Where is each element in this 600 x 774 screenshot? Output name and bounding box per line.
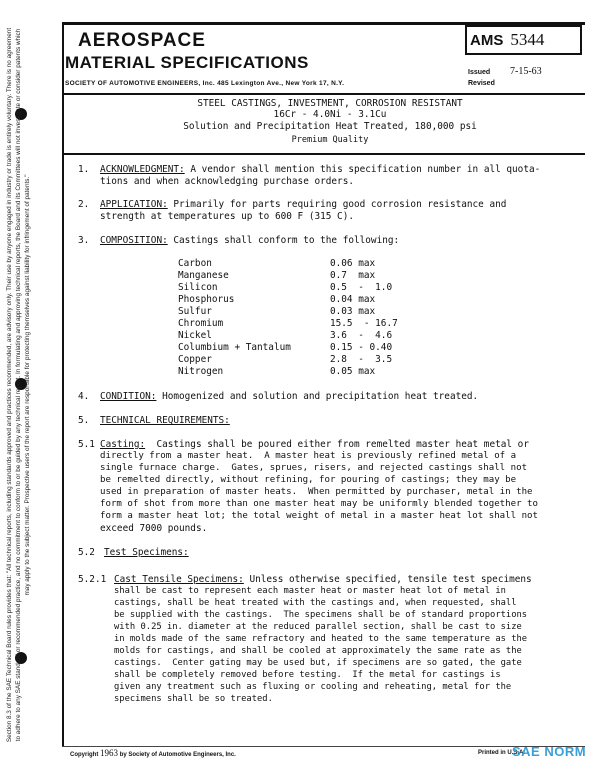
- section-5-2-1-text: be supplied with the castings. The specimens shall be of standard proportions: [114, 610, 528, 620]
- composition-value: 0.04 max: [330, 294, 376, 305]
- section-2: [100, 199, 506, 211]
- composition-value: 2.8 - 3.5: [330, 354, 393, 365]
- section-2-heading: APPLICATION:: [100, 199, 168, 210]
- section-2-text: Primarily for parts requiring good corrosion resistance and: [167, 199, 507, 210]
- doc-title-line3: Solution and Precipitation Heat Treated, 180,000 psi: [183, 121, 477, 132]
- composition-value: 0.7 max: [330, 270, 376, 281]
- section-5-1-text: directly from a master heat. A master heat is previously refined metal of a: [100, 451, 517, 461]
- composition-value: 3.6 - 4.6: [330, 330, 393, 341]
- section-3-number: 3.: [78, 235, 90, 246]
- composition-value: 0.05 max: [330, 366, 376, 377]
- section-5-2-1-text: molds for castings, and shall be cooled at approximately the same rate as the: [114, 646, 522, 656]
- composition-element: Manganese: [178, 270, 229, 281]
- section-4: [100, 391, 478, 403]
- section-5-2-1-text: shall be cast to represent each master heat or master heat lot of metal in: [114, 586, 506, 596]
- section-2-text: strength at temperatures up to 600 F (315 C).: [100, 211, 354, 222]
- section-5-1-text: be remelted directly, without refining, for pouring of castings; they may be: [100, 475, 517, 485]
- composition-value: 0.5 - 1.0: [330, 282, 393, 293]
- copyright-notice: [70, 748, 236, 758]
- title-divider: [62, 153, 585, 155]
- section-3-heading: COMPOSITION:: [100, 235, 168, 246]
- section-4-number: 4.: [78, 391, 90, 402]
- section-4-heading: CONDITION:: [100, 391, 157, 402]
- composition-element: Nickel: [178, 330, 212, 341]
- ams-number: 5344: [510, 30, 545, 49]
- revised-label: Revised: [468, 80, 495, 87]
- composition-element: Chromium: [178, 318, 224, 329]
- section-5-1-heading: Casting:: [100, 439, 146, 450]
- header-title-material-specs: MATERIAL SPECIFICATIONS: [65, 53, 309, 72]
- section-3: [100, 235, 399, 247]
- composition-value: 15.5 - 16.7: [330, 318, 398, 329]
- composition-element: Sulfur: [178, 306, 212, 317]
- header-title-aerospace: AEROSPACE: [78, 30, 206, 51]
- sae-norm-watermark: SAE NORM: [512, 744, 587, 759]
- section-5-2-1-text: with 0.25 in. diameter at the reduced parallel section, shall be cast to size: [114, 622, 522, 632]
- section-5-1: [100, 439, 529, 451]
- doc-title-line2: 16Cr - 4.0Ni - 3.1Cu: [273, 109, 387, 120]
- composition-element: Phosphorus: [178, 294, 235, 305]
- section-1-text: A vendor shall mention this specification number in all quota-: [184, 164, 541, 175]
- composition-element: Silicon: [178, 282, 218, 293]
- left-margin-rule: [62, 22, 64, 746]
- section-5-1-text: exceed 7000 pounds.: [100, 523, 208, 534]
- section-5-2-1-text: given any treatment such as fluxing or cooling and reheating, metal for the: [114, 682, 512, 692]
- copyright-suffix: by Society of Automotive Engineers, Inc.: [119, 752, 236, 758]
- section-5-heading: TECHNICAL REQUIREMENTS:: [100, 415, 230, 426]
- copyright-year: 1963: [100, 748, 119, 758]
- side-legal-note: Section 8.3 of the SAE Technical Board rules provides that: "All technical reports, including standards approved and practices recommended, are advisory only. Their use by anyone engaged in industry or trade is entirely voluntary. There is no agreement to adhere to any SAE standard or recommended practice, and no commitment to conform to or be guided by any technical report. In formulating and approving technical reports, the Board and its Committees will not investigate or consider patents which may apply to the subject matter. Prospective users of the report are responsible for protecting themselves against liability for infringement of patents.": [6, 27, 31, 743]
- section-4-text: Homogenized and solution and precipitation heat treated.: [156, 391, 479, 402]
- composition-value: 0.15 - 0.40: [330, 342, 393, 353]
- section-5-2-1-heading: Cast Tensile Specimens:: [114, 574, 244, 585]
- section-5-2-1-text: shall be completely removed before testing. If the metal for castings is: [114, 670, 501, 680]
- section-5-1-text: form a master heat lot; the total weight of metal in a master heat lot shall not: [100, 511, 538, 521]
- society-address: SOCIETY OF AUTOMOTIVE ENGINEERS, Inc. 485 Lexington Ave., New York 17, N.Y.: [65, 80, 345, 87]
- composition-element: Carbon: [178, 258, 212, 269]
- section-5-2-heading: Test Specimens:: [104, 547, 189, 558]
- section-5-1-text: form of shot from more than one master heat may be uniformly blended together to: [100, 499, 538, 509]
- doc-title-line1: STEEL CASTINGS, INVESTMENT, CORROSION RESISTANT: [197, 98, 463, 109]
- section-5-2-1-text: Unless otherwise specified, tensile test specimens: [243, 574, 532, 585]
- doc-title-line4: Premium Quality: [291, 135, 369, 145]
- section-5-1-number: 5.1: [78, 439, 95, 450]
- section-1-number: 1.: [78, 164, 90, 175]
- composition-value: 0.03 max: [330, 306, 376, 317]
- copyright-prefix: Copyright: [70, 752, 99, 758]
- section-3-text: Castings shall conform to the following:: [167, 235, 400, 246]
- section-2-number: 2.: [78, 199, 90, 210]
- header-divider: [62, 93, 585, 95]
- section-1-text: tions and when acknowledging purchase orders.: [100, 176, 354, 187]
- ams-label: AMS: [470, 31, 504, 49]
- section-5-2-1-text: specimens shall be so treated.: [114, 694, 273, 704]
- composition-value: 0.06 max: [330, 258, 376, 269]
- section-5-2-1-text: castings. Center gating may be used but, if specimens are so gated, the gate: [114, 658, 522, 668]
- composition-element: Columbium + Tantalum: [178, 342, 291, 353]
- section-5-1-text: single furnace charge. Gates, sprues, risers, and rejected castings shall not: [100, 463, 528, 473]
- section-5-2-1: [114, 574, 532, 586]
- section-5-number: 5.: [78, 415, 90, 426]
- composition-element: Copper: [178, 354, 212, 365]
- issued-date: 7-15-63: [510, 66, 542, 77]
- section-5-1-text: used in preparation of master heats. When permitted by purchaser, metal in the: [100, 487, 533, 497]
- section-5-2-1-number: 5.2.1: [78, 574, 107, 585]
- section-5-1-text: Castings shall be poured either from remelted master heat metal or: [145, 439, 529, 450]
- section-1: [100, 164, 540, 176]
- section-5-2-1-text: castings, shall be heat treated with the castings and, when requested, shall: [114, 598, 517, 608]
- section-1-heading: ACKNOWLEDGMENT:: [100, 164, 185, 175]
- footer-divider: [62, 746, 585, 747]
- section-5-2-number: 5.2: [78, 547, 95, 558]
- ams-number-box: [465, 25, 582, 55]
- issued-label: Issued: [468, 69, 491, 76]
- printed-in-usa: Printed in U.S.A.: [478, 750, 526, 756]
- composition-element: Nitrogen: [178, 366, 224, 377]
- section-5-2-1-text: in molds made of the same refractory and heated to the same temperature as the: [114, 634, 528, 644]
